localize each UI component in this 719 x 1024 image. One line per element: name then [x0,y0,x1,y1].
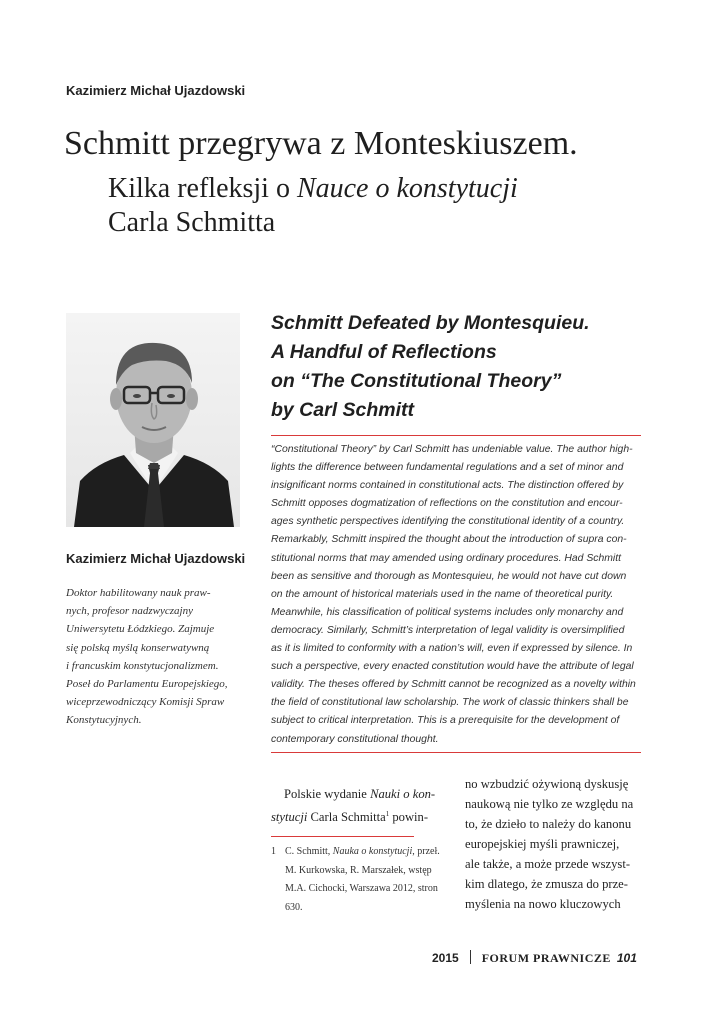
abstract-line: validity. The theses offered by Schmitt cannot be recognized as a novelty within [271,679,636,691]
body-line: naukową nie tylko ze względu na [465,797,634,811]
body-book-title: Nauki o kon- [370,787,436,801]
subtitle-book-title: Nauce o konstytucji [296,173,518,204]
bio-line: Konstytucyjnych. [66,714,142,727]
body-line: ale także, a może przede wszyst- [465,857,631,871]
body-column-1 [271,784,451,827]
footer-separator [470,950,471,964]
english-title [271,309,590,425]
bio-line: wiceprzewodniczący Komisji Spraw [66,696,225,709]
body-column-2 [465,774,643,914]
abstract-line: “Constitutional Theory” by Carl Schmitt has undeniable value. The author high- [271,444,633,455]
footnote-line: M.A. Cichocki, Warszawa 2012, stron [285,883,438,894]
abstract-line: democracy. Similarly, Schmitt’s interpretation of legal validity is oversimplified [271,624,625,636]
abstract-top-rule [271,435,641,436]
bio-line: i francuskim konstytucjonalizmem. [66,659,219,672]
footer-year: 2015 [432,951,459,965]
abstract-line: stitutional norms that may amended using ordinary procedures. Had Schmitt [271,552,621,564]
english-title-line: by Carl Schmitt [271,399,415,421]
body-line: to, że dzieło to należy do kanonu [465,817,632,831]
article-title: Schmitt przegrywa z Monteskiuszem. [64,125,578,162]
bio-line: się polską myślą konserwatywną [66,641,210,654]
author-name-header: Kazimierz Michał Ujazdowski [66,83,246,98]
footnote-book-title: Nauka o konstytucji [332,846,413,857]
body-text: Carla Schmitta [307,810,386,825]
body-text: Polskie wydanie [284,787,371,801]
subtitle-text: Kilka refleksji o [108,173,297,204]
body-line: europejskiej myśli prawniczej, [465,837,620,851]
english-title-line: A Handful of Reflections [271,341,497,363]
bio-line: Poseł do Parlamentu Europejskiego, [66,678,228,691]
abstract [271,441,643,749]
footnote-rule [271,836,414,837]
footnote-line: M. Kurkowska, R. Marszałek, wstęp [285,864,432,876]
footnote-text: , przeł. [412,846,440,857]
abstract-line: on the amount of historical materials used in the name of theoretical purity. [271,588,614,600]
abstract-line: ages synthetic perspectives identifying the constitutional identity of a country. [271,516,625,528]
page-number: 101 [616,951,637,965]
abstract-line: such a perspective, every enacted constitution would have the attribute of legal [271,661,634,673]
footnote [271,843,451,917]
footer-journal: FORUM PRAWNICZE [481,951,611,965]
subtitle-line-2: Carla Schmitta [108,207,276,238]
article-subtitle [108,172,518,240]
author-bio [66,584,241,730]
footnote-number: 1 [271,846,276,857]
abstract-line: subject to critical interpretation. This is a prerequisite for the development of [271,715,620,727]
abstract-line: as it is limited to conformity with a nation’s will, even if expressed by silence. In [271,643,633,655]
abstract-line: Remarkably, Schmitt inspired the thought about the introduction of supra con- [271,534,627,546]
author-name-sidebar: Kazimierz Michał Ujazdowski [66,551,246,566]
footnote-line: 630. [285,901,303,913]
body-line: kim dlatego, że zmusza do prze- [465,877,628,891]
body-book-title: stytucji [271,810,308,825]
bio-line: Doktor habilitowany nauk praw- [66,587,211,599]
body-line: myślenia na nowo kluczowych [465,897,621,911]
body-line: no wzbudzić ożywioną dyskusję [465,777,629,791]
english-title-line: Schmitt Defeated by Montesquieu. [271,312,590,334]
body-line [271,804,451,827]
english-title-line: on “The Constitutional Theory” [271,370,562,392]
abstract-line: insignificant norms contained in constitutional acts. The distinction offered by [271,480,624,492]
abstract-line: been as sensitive and thorough as Montesquieu, he would not have cut down [271,570,627,582]
abstract-line: the field of constitutional law scholarship. The work of classic thinkers shall be [271,697,629,709]
abstract-bottom-rule [271,752,641,753]
abstract-line: contemporary constitutional thought. [271,733,439,745]
page-footer [432,950,637,966]
author-photo [66,313,240,527]
footnote-text: C. Schmitt, [285,846,333,857]
abstract-line: lights the difference between fundamental regulations and a set of minor and [271,462,624,474]
body-line [271,784,451,804]
footnote-ref: 1 [385,810,390,818]
bio-line: Uniwersytetu Łódzkiego. Zajmuje [66,623,215,636]
abstract-line: Meanwhile, his classification of political systems includes only monarchy and [271,606,624,618]
body-text: powin- [389,810,429,825]
bio-line: nych, profesor nadzwyczajny [66,605,193,618]
abstract-line: Schmitt opposes dogmatization of reflections on the constitution and encour- [271,498,623,510]
